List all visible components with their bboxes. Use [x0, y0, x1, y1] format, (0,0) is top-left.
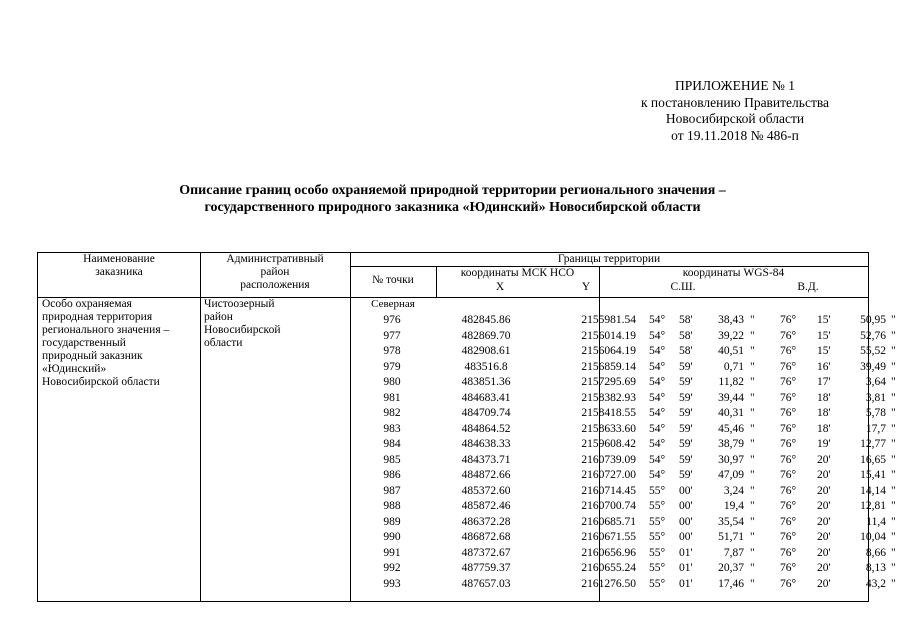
- lon-seconds: 11,4: [866, 515, 886, 528]
- table-row: [38, 530, 896, 545]
- coord-x: 485872.46: [461, 500, 511, 512]
- lat-minutes: 59': [679, 422, 693, 435]
- coord-x: 484709.74: [461, 407, 511, 419]
- coord-x: 487372.67: [461, 546, 511, 559]
- lat-minutes: 58': [679, 314, 693, 326]
- point-number: 984: [383, 438, 401, 450]
- coord-x: 484683.41: [461, 391, 511, 404]
- seconds-mark: ": [750, 531, 755, 543]
- reserve-name-line: природная территория: [42, 311, 153, 323]
- lat-minutes: 59': [679, 360, 693, 373]
- lon-degrees: 76°: [780, 531, 797, 543]
- table-row: [38, 360, 896, 375]
- lon-degrees: 76°: [780, 329, 797, 342]
- lon-minutes: 20': [817, 562, 831, 574]
- lat-seconds: 3,24: [723, 484, 744, 497]
- lon-seconds: 39,49: [860, 360, 886, 373]
- lat-degrees: 54°: [649, 422, 666, 435]
- table-row: [38, 499, 896, 514]
- seconds-mark: ": [750, 515, 755, 528]
- point-number: 993: [383, 577, 401, 590]
- seconds-mark: ": [750, 562, 755, 574]
- header-point-number: № точки: [372, 274, 414, 286]
- lat-seconds: 39,22: [718, 329, 744, 342]
- lat-minutes: 01': [679, 577, 693, 590]
- lon-degrees: 76°: [780, 438, 797, 450]
- appendix-decree: к постановлению Правительства: [640, 94, 830, 110]
- header-lat: С.Ш.: [670, 281, 696, 293]
- lat-seconds: 30,97: [718, 453, 744, 466]
- appendix-number: ПРИЛОЖЕНИЕ № 1: [674, 78, 796, 93]
- seconds-mark: ": [750, 360, 755, 373]
- table-row: [38, 577, 896, 592]
- lon-degrees: 76°: [780, 360, 797, 373]
- coord-x: 486872.68: [461, 531, 511, 543]
- table-row: [38, 406, 896, 421]
- seconds-mark: ": [891, 515, 896, 528]
- lat-degrees: 54°: [649, 314, 666, 326]
- coord-y: 2160671.55: [581, 531, 636, 543]
- header-lon: В.Д.: [797, 281, 819, 293]
- point-number: 978: [383, 345, 401, 357]
- lon-minutes: 20': [817, 453, 831, 466]
- lon-seconds: 8,66: [865, 546, 886, 559]
- lon-minutes: 20': [817, 546, 831, 559]
- lat-minutes: 00': [679, 484, 693, 497]
- seconds-mark: ": [750, 546, 755, 559]
- lat-minutes: 00': [679, 500, 693, 512]
- seconds-mark: ": [891, 391, 896, 404]
- lon-seconds: 55,52: [860, 345, 886, 357]
- seconds-mark: ": [750, 453, 755, 466]
- header-district-line: Административный: [226, 253, 324, 265]
- header-district-line: расположения: [240, 279, 310, 291]
- seconds-mark: ": [750, 376, 755, 388]
- lat-degrees: 54°: [649, 376, 666, 388]
- lat-seconds: 51,71: [718, 531, 744, 543]
- seconds-mark: ": [750, 391, 755, 404]
- lat-seconds: 40,31: [718, 407, 744, 419]
- lon-minutes: 15': [817, 345, 831, 357]
- lat-minutes: 00': [679, 531, 693, 543]
- coord-y: 2158633.60: [581, 422, 636, 435]
- district-line: области: [204, 337, 243, 349]
- lon-degrees: 76°: [780, 484, 797, 497]
- point-number: 980: [383, 376, 401, 388]
- lat-minutes: 58': [679, 345, 693, 357]
- coord-y: 2160739.09: [581, 453, 636, 466]
- header-wgs: координаты WGS-84: [682, 267, 785, 279]
- document-title: [90, 182, 815, 216]
- point-number: 983: [383, 422, 401, 435]
- district-line: Новосибирской: [204, 324, 281, 336]
- lon-minutes: 20': [817, 531, 831, 543]
- lon-degrees: 76°: [780, 391, 797, 404]
- reserve-name-line: природный заказник: [42, 350, 143, 362]
- lat-seconds: 40,51: [718, 345, 744, 357]
- lat-seconds: 0,71: [723, 360, 744, 373]
- lon-minutes: 16': [817, 360, 831, 373]
- coord-x: 484638.33: [461, 438, 511, 450]
- coord-x: 487759.37: [461, 562, 511, 574]
- lon-seconds: 15,41: [860, 469, 886, 481]
- seconds-mark: ": [750, 577, 755, 590]
- lat-minutes: 59': [679, 438, 693, 450]
- lon-seconds: 5,78: [865, 407, 886, 419]
- lon-minutes: 18': [817, 407, 831, 419]
- point-number: 992: [383, 562, 401, 574]
- point-number: 982: [383, 407, 401, 419]
- lat-degrees: 55°: [649, 577, 666, 590]
- seconds-mark: ": [891, 484, 896, 497]
- table-row: [38, 344, 896, 359]
- lon-degrees: 76°: [780, 546, 797, 559]
- header-name-line: заказника: [95, 266, 143, 278]
- coord-y: 2160656.96: [581, 546, 636, 559]
- point-number: 976: [383, 314, 401, 326]
- table-row: [38, 313, 896, 328]
- seconds-mark: ": [750, 314, 755, 326]
- seconds-mark: ": [750, 329, 755, 342]
- lat-degrees: 54°: [649, 345, 666, 357]
- seconds-mark: ": [750, 469, 755, 481]
- coord-x: 484373.71: [461, 453, 511, 466]
- table-row: [38, 515, 896, 530]
- reserve-name-line: Новосибирской области: [42, 376, 160, 388]
- seconds-mark: ": [891, 438, 896, 450]
- lat-seconds: 7,87: [723, 546, 744, 559]
- lat-seconds: 35,54: [718, 515, 744, 528]
- lon-seconds: 16,65: [860, 453, 886, 466]
- coord-x: 482845.86: [461, 314, 511, 326]
- seconds-mark: ": [750, 345, 755, 357]
- seconds-mark: ": [750, 438, 755, 450]
- coord-y: 2158382.93: [581, 391, 636, 404]
- point-number: 987: [383, 484, 401, 497]
- header-x: X: [495, 281, 505, 293]
- appendix-region: Новосибирской области: [665, 111, 805, 126]
- seconds-mark: ": [891, 500, 896, 512]
- lat-minutes: 59': [679, 391, 693, 404]
- lon-degrees: 76°: [780, 422, 797, 435]
- seconds-mark: ": [891, 469, 896, 481]
- point-number: 979: [383, 360, 401, 373]
- point-number: 977: [383, 329, 401, 342]
- table-row: [38, 422, 896, 437]
- coord-y: 2158418.55: [581, 407, 636, 419]
- lat-degrees: 54°: [649, 469, 666, 481]
- lat-seconds: 38,79: [718, 438, 744, 450]
- lon-seconds: 12,81: [860, 500, 886, 512]
- header-msk: координаты МСК НСО: [460, 267, 575, 279]
- lon-minutes: 20': [817, 484, 831, 497]
- lon-seconds: 43,2: [865, 577, 886, 590]
- coord-y: 2160714.45: [581, 484, 636, 497]
- lat-degrees: 55°: [649, 531, 666, 543]
- table-row: [38, 561, 896, 576]
- seconds-mark: ": [891, 546, 896, 559]
- seconds-mark: ": [891, 314, 896, 326]
- lat-seconds: 38,43: [718, 314, 744, 326]
- table-row: [38, 546, 896, 561]
- lat-minutes: 59': [679, 407, 693, 419]
- table-row: [38, 391, 896, 406]
- coord-y: 2160655.24: [581, 562, 636, 574]
- lon-minutes: 20': [817, 500, 831, 512]
- header-y: Y: [581, 281, 591, 293]
- lon-seconds: 52,76: [860, 329, 886, 342]
- lon-degrees: 76°: [780, 314, 797, 326]
- reserve-name-line: «Юдинский»: [42, 363, 107, 375]
- lat-degrees: 54°: [649, 391, 666, 404]
- coord-x: 487657.03: [461, 577, 511, 590]
- lat-seconds: 47,09: [718, 469, 744, 481]
- coord-y: 2159608.42: [581, 438, 636, 450]
- lat-degrees: 55°: [649, 546, 666, 559]
- seconds-mark: ": [891, 453, 896, 466]
- lat-degrees: 54°: [649, 438, 666, 450]
- lon-degrees: 76°: [780, 407, 797, 419]
- table-row: [38, 329, 896, 344]
- lat-seconds: 19,4: [723, 500, 744, 512]
- appendix-heading: [600, 78, 870, 144]
- point-number: 990: [383, 531, 401, 543]
- lat-seconds: 17,46: [718, 577, 744, 590]
- seconds-mark: ": [750, 484, 755, 497]
- lon-seconds: 8,13: [865, 562, 886, 574]
- lon-seconds: 14,14: [860, 484, 886, 497]
- lat-degrees: 54°: [649, 453, 666, 466]
- table-row: [38, 375, 896, 390]
- lat-seconds: 45,46: [718, 422, 744, 435]
- lat-minutes: 59': [679, 469, 693, 481]
- header-district-line: район: [260, 266, 290, 278]
- lon-seconds: 3,64: [865, 376, 886, 388]
- coord-x: 483851.36: [461, 376, 511, 388]
- lat-minutes: 01': [679, 562, 693, 574]
- lon-degrees: 76°: [780, 376, 797, 388]
- coord-y: 2157295.69: [581, 376, 636, 388]
- coord-x: 482908.61: [461, 345, 511, 357]
- lat-degrees: 54°: [649, 329, 666, 342]
- lat-degrees: 54°: [649, 360, 666, 373]
- point-number: 991: [383, 546, 401, 559]
- lon-minutes: 19': [817, 438, 831, 450]
- lon-minutes: 20': [817, 577, 831, 590]
- lon-minutes: 20': [817, 469, 831, 481]
- lon-minutes: 18': [817, 422, 831, 435]
- coord-y: 2160685.71: [581, 515, 636, 528]
- lat-minutes: 00': [679, 515, 693, 528]
- point-number: 985: [383, 453, 401, 466]
- coord-y: 2160727.00: [581, 469, 636, 481]
- coord-x: 486372.28: [461, 515, 511, 528]
- lat-minutes: 58': [679, 329, 693, 342]
- lon-degrees: 76°: [780, 500, 797, 512]
- lon-degrees: 76°: [780, 562, 797, 574]
- lat-seconds: 39,44: [718, 391, 744, 404]
- coord-x: 484864.52: [461, 422, 511, 435]
- lat-seconds: 11,82: [718, 376, 744, 388]
- district-line: Чистоозерный: [204, 298, 275, 310]
- section-label: Северная: [371, 298, 415, 310]
- seconds-mark: ": [891, 360, 896, 373]
- lon-seconds: 3,81: [865, 391, 886, 404]
- header-district: [200, 253, 350, 292]
- title-line-2: государственного природного заказника «Юдинский» Новосибирской области: [204, 200, 701, 215]
- lon-seconds: 17,7: [865, 422, 886, 435]
- seconds-mark: ": [891, 376, 896, 388]
- table-row: [38, 468, 896, 483]
- coord-y: 2155981.54: [581, 314, 636, 326]
- reserve-name-line: регионального значения –: [42, 324, 170, 336]
- header-borders: Границы территории: [557, 253, 661, 265]
- lon-degrees: 76°: [780, 345, 797, 357]
- seconds-mark: ": [891, 531, 896, 543]
- table-row: [38, 437, 896, 452]
- lon-minutes: 15': [817, 314, 831, 326]
- coord-x: 485372.60: [461, 484, 511, 497]
- lon-seconds: 12,77: [860, 438, 886, 450]
- lat-minutes: 01': [679, 546, 693, 559]
- lon-minutes: 17': [817, 376, 831, 388]
- header-name: [38, 253, 200, 279]
- lat-degrees: 55°: [649, 515, 666, 528]
- district-line: район: [204, 311, 233, 323]
- seconds-mark: ": [750, 407, 755, 419]
- lat-degrees: 54°: [649, 407, 666, 419]
- lat-degrees: 55°: [649, 500, 666, 512]
- appendix-date: от 19.11.2018 № 486-п: [671, 127, 799, 143]
- coord-y: 2156064.19: [581, 345, 636, 357]
- seconds-mark: ": [891, 407, 896, 419]
- reserve-name-line: государственный: [42, 337, 126, 349]
- lon-degrees: 76°: [780, 515, 797, 528]
- seconds-mark: ": [891, 562, 896, 574]
- lon-minutes: 15': [817, 329, 831, 342]
- seconds-mark: ": [891, 422, 896, 435]
- title-line-1: Описание границ особо охраняемой природной территории регионального значения –: [179, 183, 726, 198]
- seconds-mark: ": [750, 422, 755, 435]
- point-number: 986: [383, 469, 401, 481]
- lat-degrees: 55°: [649, 484, 666, 497]
- point-number: 988: [383, 500, 401, 512]
- lat-minutes: 59': [679, 453, 693, 466]
- lon-degrees: 76°: [780, 577, 797, 590]
- coord-x: 483516.8: [464, 360, 508, 373]
- coord-y: 2161276.50: [581, 577, 636, 590]
- coord-x: 484872.66: [461, 469, 511, 481]
- seconds-mark: ": [891, 577, 896, 590]
- coord-y: 2156859.14: [581, 360, 636, 373]
- lon-minutes: 18': [817, 391, 831, 404]
- coord-y: 2156014.19: [581, 329, 636, 342]
- lon-degrees: 76°: [780, 469, 797, 481]
- seconds-mark: ": [750, 500, 755, 512]
- lon-minutes: 20': [817, 515, 831, 528]
- seconds-mark: ": [891, 329, 896, 342]
- lat-degrees: 55°: [649, 562, 666, 574]
- coord-y: 2160700.74: [581, 500, 636, 512]
- table-row: [38, 453, 896, 468]
- seconds-mark: ": [891, 345, 896, 357]
- coordinates-table: [37, 252, 896, 602]
- header-name-line: Наименование: [83, 253, 155, 265]
- point-number: 989: [383, 515, 401, 528]
- lat-minutes: 59': [679, 376, 693, 388]
- lon-seconds: 10,04: [860, 531, 886, 543]
- lon-seconds: 50,95: [860, 314, 886, 326]
- table-row: [38, 484, 896, 499]
- lon-degrees: 76°: [780, 453, 797, 466]
- lat-seconds: 20,37: [718, 562, 744, 574]
- coord-x: 482869.70: [461, 329, 511, 342]
- point-number: 981: [383, 391, 401, 404]
- reserve-name-line: Особо охраняемая: [42, 298, 132, 310]
